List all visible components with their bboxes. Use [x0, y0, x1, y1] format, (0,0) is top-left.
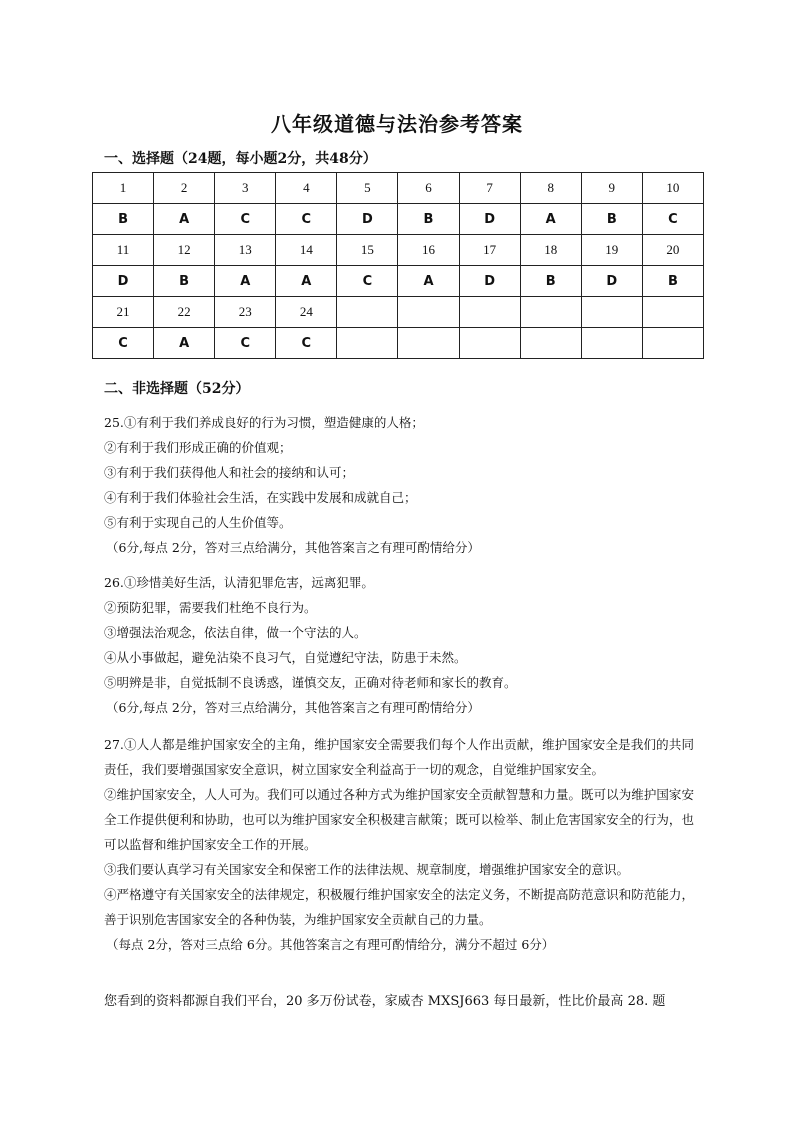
answer-letter-cell: C	[215, 204, 276, 235]
answer-number-row	[93, 173, 704, 204]
q26-line: ⑤明辨是非，自觉抵制不良诱惑，谨慎交友，正确对待老师和家长的教育。	[104, 675, 517, 690]
question-number-cell: 24	[276, 297, 337, 328]
answer-letter-cell: A	[154, 204, 215, 235]
question-number-cell: 3	[215, 173, 276, 204]
section-heading-choice: 一、选择题（24题，每小题2分，共48分）	[104, 151, 377, 167]
answer-number-row	[93, 235, 704, 266]
question-number-cell: 5	[337, 173, 398, 204]
q25-line: ③有利于我们获得他人和社会的接纳和认可；	[104, 465, 355, 480]
footer-promo-text: 您看到的资料都源自我们平台，20 多万份试卷，家威杏 MXSJ663 每日最新，性比价最高 28. 题	[104, 994, 666, 1009]
answer-letter-cell	[398, 328, 459, 359]
q27-point-4: ④严格遵守有关国家安全的法律规定，积极履行维护国家安全的法定义务，不断提高防范意识和防范能力，善于识别危害国家安全的各种伪装，为维护国家安全贡献自己的力量。	[104, 887, 694, 927]
answer-letter-cell: D	[459, 204, 520, 235]
q27-scoring-note: （每点 2分，答对三点给 6分。其他答案言之有理可酌情给分，满分不超过 6分）	[106, 937, 555, 952]
q27-point-2: ②维护国家安全，人人可为。我们可以通过各种方式为维护国家安全贡献智慧和力量。既可以为维护国家安全工作提供便利和协助，也可以为维护国家安全积极建言献策；既可以检举、制止危害国家安全的行为，也可以监督和维护国家安全工作的开展。	[104, 787, 694, 852]
question-number-cell: 4	[276, 173, 337, 204]
question-26	[104, 570, 694, 720]
question-number-cell: 16	[398, 235, 459, 266]
question-number-cell: 2	[154, 173, 215, 204]
answer-letter-cell: C	[276, 328, 337, 359]
question-number-cell: 7	[459, 173, 520, 204]
q25-line: ②有利于我们形成正确的价值观；	[104, 440, 292, 455]
answer-letter-row	[93, 266, 704, 297]
question-number-cell	[642, 297, 703, 328]
q26-line: ③增强法治观念，依法自律，做一个守法的人。	[104, 625, 367, 640]
question-number-cell: 19	[581, 235, 642, 266]
answer-letter-cell: C	[276, 204, 337, 235]
q26-line: ②预防犯罪，需要我们杜绝不良行为。	[104, 600, 317, 615]
question-25	[104, 410, 694, 560]
answer-letter-cell: D	[93, 266, 154, 297]
question-number-cell: 12	[154, 235, 215, 266]
answer-letter-cell: A	[398, 266, 459, 297]
question-number-cell: 10	[642, 173, 703, 204]
answer-letter-row	[93, 204, 704, 235]
answer-letter-cell: B	[581, 204, 642, 235]
question-number-cell: 17	[459, 235, 520, 266]
answer-letter-cell: D	[581, 266, 642, 297]
question-number-cell	[520, 297, 581, 328]
answer-letter-cell: A	[520, 204, 581, 235]
answer-table	[92, 172, 704, 359]
question-number-cell: 21	[93, 297, 154, 328]
question-number-cell	[337, 297, 398, 328]
question-number-cell: 1	[93, 173, 154, 204]
answer-letter-cell: B	[642, 266, 703, 297]
question-number-cell: 20	[642, 235, 703, 266]
answer-letter-cell: C	[93, 328, 154, 359]
answer-letter-cell	[337, 328, 398, 359]
answer-letter-cell: B	[398, 204, 459, 235]
question-number-cell	[398, 297, 459, 328]
answer-letter-cell: C	[642, 204, 703, 235]
answer-letter-row	[93, 328, 704, 359]
question-number-cell: 6	[398, 173, 459, 204]
answer-letter-cell: C	[337, 266, 398, 297]
q25-line: ④有利于我们体验社会生活，在实践中发展和成就自己；	[104, 490, 417, 505]
page-title: 八年级道德与法治参考答案	[271, 112, 523, 136]
question-number-cell: 15	[337, 235, 398, 266]
answer-letter-cell: A	[276, 266, 337, 297]
question-27	[104, 732, 694, 957]
answer-letter-cell	[520, 328, 581, 359]
section-heading-nonchoice: 二、非选择题（52分）	[104, 381, 250, 397]
question-number-cell: 13	[215, 235, 276, 266]
q26-scoring-note: （6分,每点 2分，答对三点给满分，其他答案言之有理可酌情给分）	[106, 700, 480, 715]
q26-line: ④从小事做起，避免沾染不良习气，自觉遵纪守法，防患于未然。	[104, 650, 467, 665]
question-number-cell: 8	[520, 173, 581, 204]
q25-scoring-note: （6分,每点 2分，答对三点给满分，其他答案言之有理可酌情给分）	[106, 540, 480, 555]
q25-line: ⑤有利于实现自己的人生价值等。	[104, 515, 292, 530]
answer-letter-cell: B	[93, 204, 154, 235]
answer-letter-cell: A	[215, 266, 276, 297]
answer-letter-cell: B	[154, 266, 215, 297]
answer-letter-cell	[459, 328, 520, 359]
q27-point-3: ③我们要认真学习有关国家安全和保密工作的法律法规、规章制度，增强维护国家安全的意识。	[104, 862, 630, 877]
question-number-cell	[459, 297, 520, 328]
answer-letter-cell: B	[520, 266, 581, 297]
question-number-cell: 18	[520, 235, 581, 266]
answer-letter-cell	[642, 328, 703, 359]
answer-number-row	[93, 297, 704, 328]
answer-letter-cell: D	[337, 204, 398, 235]
question-number-cell: 11	[93, 235, 154, 266]
answer-letter-cell: A	[154, 328, 215, 359]
question-number-cell: 9	[581, 173, 642, 204]
answer-letter-cell: C	[215, 328, 276, 359]
question-number-cell: 14	[276, 235, 337, 266]
question-number-cell	[581, 297, 642, 328]
question-number-cell: 23	[215, 297, 276, 328]
question-number-cell: 22	[154, 297, 215, 328]
q25-line: 25.①有利于我们养成良好的行为习惯，塑造健康的人格；	[104, 415, 424, 430]
q26-line: 26.①珍惜美好生活，认清犯罪危害，远离犯罪。	[104, 575, 374, 590]
answer-letter-cell	[581, 328, 642, 359]
answer-letter-cell: D	[459, 266, 520, 297]
q27-point-1: 27.①人人都是维护国家安全的主角，维护国家安全需要我们每个人作出贡献，维护国家安全是我们的共同责任，我们要增强国家安全意识，树立国家安全利益高于一切的观念，自觉维护国家安全。	[104, 737, 694, 777]
